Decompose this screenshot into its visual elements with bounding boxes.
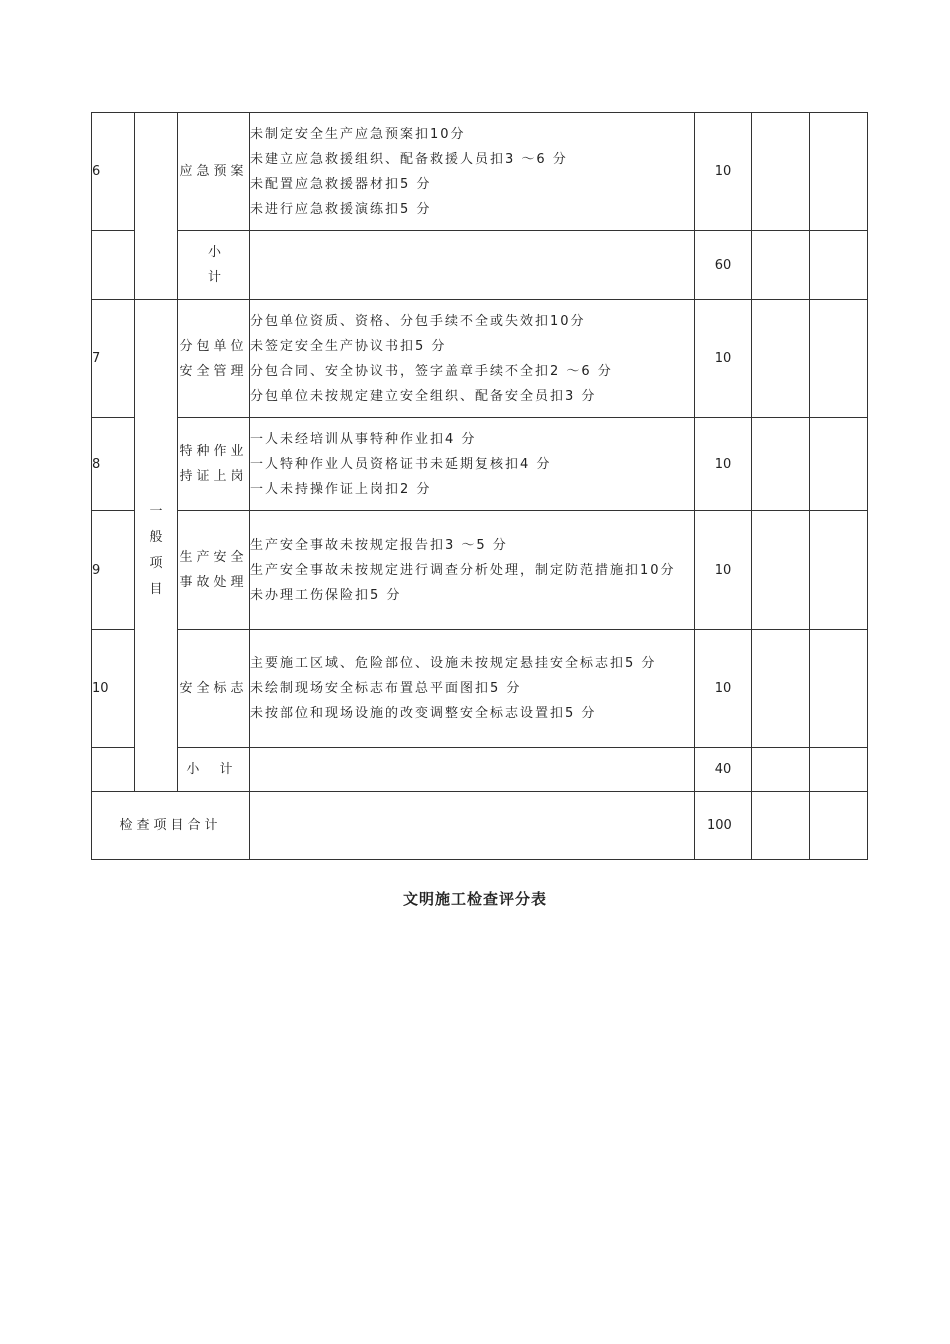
standard-line: 未签定安全生产协议书扣5 分 xyxy=(250,338,447,354)
check-item: 生产安全事故处理 xyxy=(178,511,250,630)
subtotal-row xyxy=(92,231,868,300)
deducted-points-cell xyxy=(752,792,810,860)
deduction-standards xyxy=(250,630,695,748)
standard-line: 未办理工伤保险扣5 分 xyxy=(250,587,402,603)
standard-line: 未进行应急救援演练扣5 分 xyxy=(250,201,432,217)
actual-points-cell xyxy=(810,113,868,231)
deduction-standards xyxy=(250,300,695,418)
total-row xyxy=(92,792,868,860)
table-row xyxy=(92,300,868,418)
standard-line: 生产安全事故未按规定报告扣3 ～5 分 xyxy=(250,537,508,553)
table-row xyxy=(92,511,868,630)
standard-line: 一人特种作业人员资格证书未延期复核扣4 分 xyxy=(250,456,552,472)
deduction-standards xyxy=(250,792,695,860)
total-label: 检查项目合计 xyxy=(92,792,250,860)
row-number: 9 xyxy=(92,511,135,630)
row-number: 8 xyxy=(92,418,135,511)
standard-line: 分包单位未按规定建立安全组织、配备安全员扣3 分 xyxy=(250,388,597,404)
standard-line: 未按部位和现场设施的改变调整安全标志设置扣5 分 xyxy=(250,706,597,721)
deduction-standards xyxy=(250,748,695,792)
subtotal-label: 小 计 xyxy=(178,748,250,792)
deduction-standards xyxy=(250,511,695,630)
row-number xyxy=(92,231,135,300)
row-number: 6 xyxy=(92,113,135,231)
points-cell: 10 xyxy=(695,630,752,748)
standard-line: 主要施工区域、危险部位、设施未按规定悬挂安全标志扣5 分 xyxy=(250,656,657,671)
standard-line: 一人未经培训从事特种作业扣4 分 xyxy=(250,431,477,447)
standard-line: 一人未持操作证上岗扣2 分 xyxy=(250,481,432,497)
category-label: 一般项目 xyxy=(149,503,163,597)
subtotal-row xyxy=(92,748,868,792)
points-cell: 60 xyxy=(695,231,752,300)
next-table-title: 文明施工检查评分表 xyxy=(402,890,547,908)
score-table xyxy=(91,112,868,860)
row-number xyxy=(92,748,135,792)
points-cell: 10 xyxy=(695,113,752,231)
actual-points-cell xyxy=(810,300,868,418)
deducted-points-cell xyxy=(752,511,810,630)
deducted-points-cell xyxy=(752,630,810,748)
check-item: 特种作业持证上岗 xyxy=(178,418,250,511)
points-cell: 10 xyxy=(695,418,752,511)
table-row xyxy=(92,113,868,231)
deduction-standards xyxy=(250,231,695,300)
deduction-standards xyxy=(250,113,695,231)
check-item: 安全标志 xyxy=(178,630,250,748)
check-item: 分包单位安全管理 xyxy=(178,300,250,418)
row-number: 10 xyxy=(92,630,135,748)
standard-line: 分包合同、安全协议书，签字盖章手续不全扣2 ～6 分 xyxy=(250,363,613,379)
standard-line: 未配置应急救援器材扣5 分 xyxy=(250,176,432,192)
deducted-points-cell xyxy=(752,300,810,418)
row-number: 7 xyxy=(92,300,135,418)
points-cell: 10 xyxy=(695,300,752,418)
actual-points-cell xyxy=(810,418,868,511)
deducted-points-cell xyxy=(752,418,810,511)
actual-points-cell xyxy=(810,792,868,860)
actual-points-cell xyxy=(810,748,868,792)
points-cell: 40 xyxy=(695,748,752,792)
actual-points-cell xyxy=(810,511,868,630)
standard-line: 未建立应急救援组织、配备救援人员扣3 ～6 分 xyxy=(250,151,568,167)
table-row xyxy=(92,418,868,511)
standard-line: 生产安全事故未按规定进行调查分析处理，制定防范措施扣10分 xyxy=(250,562,676,578)
deducted-points-cell xyxy=(752,748,810,792)
category-cell-guarantee xyxy=(135,113,178,300)
category-cell-general xyxy=(135,300,178,792)
deducted-points-cell xyxy=(752,113,810,231)
standard-line: 未制定安全生产应急预案扣10分 xyxy=(250,126,466,142)
standard-line: 分包单位资质、资格、分包手续不全或失效扣10分 xyxy=(250,313,586,329)
check-item: 应急预案 xyxy=(178,113,250,231)
subtotal-label: 小计 xyxy=(178,231,250,300)
total-points-cell: 100 xyxy=(695,792,752,860)
points-cell: 10 xyxy=(695,511,752,630)
standard-line: 未绘制现场安全标志布置总平面图扣5 分 xyxy=(250,681,522,696)
deduction-standards xyxy=(250,418,695,511)
actual-points-cell xyxy=(810,231,868,300)
deducted-points-cell xyxy=(752,231,810,300)
actual-points-cell xyxy=(810,630,868,748)
table-row xyxy=(92,630,868,748)
